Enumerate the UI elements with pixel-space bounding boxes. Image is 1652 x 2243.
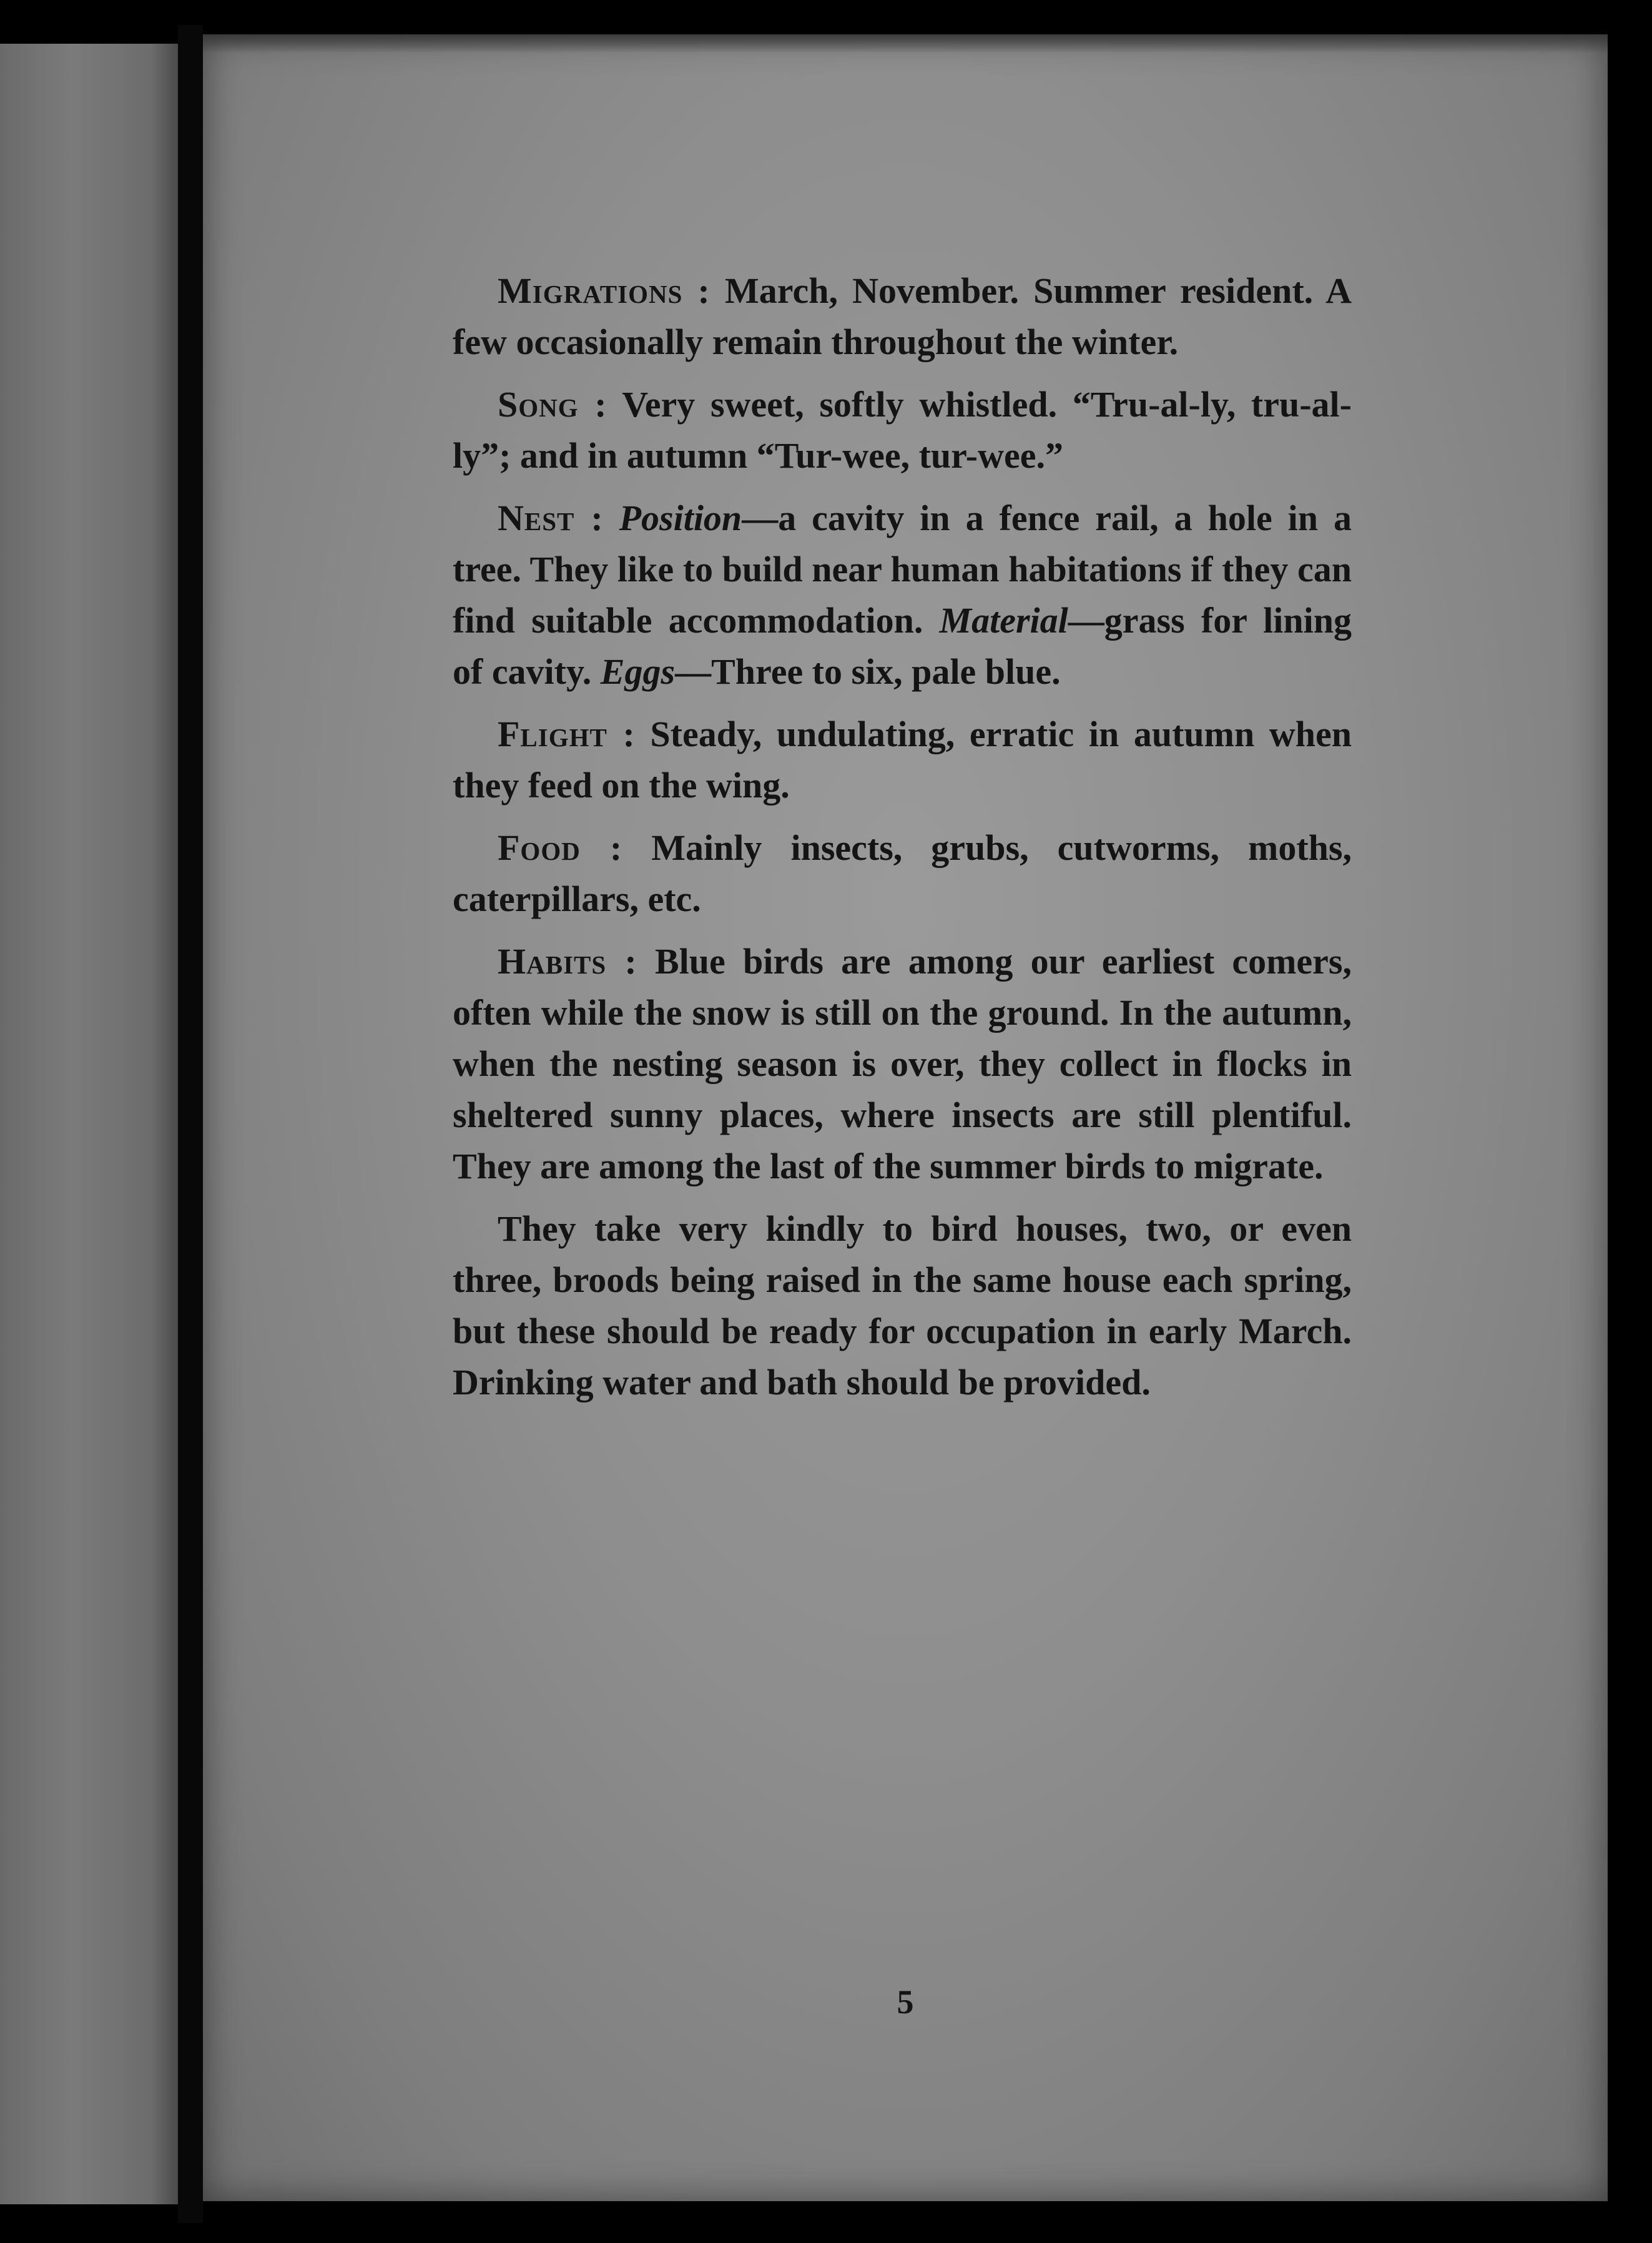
food-heading: Food : — [498, 827, 623, 868]
nest-material-text: —grass for lining of cavity. — [453, 600, 1352, 692]
page-number: 5 — [897, 1983, 914, 2021]
song-heading: Song : — [498, 384, 607, 425]
nest-material-label: Material — [939, 600, 1068, 641]
closing-paragraph — [453, 1203, 1352, 1408]
page-body — [453, 265, 1352, 1419]
habits-heading: Habits : — [498, 941, 637, 982]
flight-heading: Flight : — [498, 714, 636, 754]
nest-eggs-text: —Three to six, pale blue. — [675, 651, 1061, 692]
habits-paragraph — [453, 936, 1352, 1192]
page-shadow — [203, 34, 1608, 53]
flight-paragraph — [453, 709, 1352, 811]
food-text: Mainly insects, grubs, cutworms, moths, caterpillars, etc. — [453, 827, 1352, 919]
facing-page-edge — [0, 44, 178, 2204]
migrations-heading: Migrations : — [498, 270, 710, 311]
flight-text: Steady, undulating, erratic in autumn when they feed on the wing. — [453, 714, 1352, 806]
food-paragraph — [453, 822, 1352, 925]
habits-text: Blue birds are among our earliest comers, often while the snow is still on the ground. In the autumn, when the nesting season is over, they collect in flocks in sheltered sunny places, where insects are still plentiful. They are among the last of the summer birds to migrate. — [453, 941, 1352, 1186]
migrations-paragraph — [453, 265, 1352, 368]
migrations-text: March, November. Summer resident. A few occasionally remain throughout the winter. — [453, 270, 1352, 362]
nest-position-text: —a cavity in a fence rail, a hole in a tree. They like to build near human habitations if they can find suitable accommodation. — [453, 498, 1352, 641]
nest-eggs-label: Eggs — [600, 651, 676, 692]
book-page — [203, 34, 1608, 2201]
song-text: Very sweet, softly whistled. “Tru-al-ly, tru-al-ly”; and in autumn “Tur-wee, tur-wee.” — [453, 384, 1352, 476]
nest-paragraph — [453, 493, 1352, 698]
song-paragraph — [453, 379, 1352, 481]
nest-position-label: Position — [619, 498, 742, 538]
book-gutter — [178, 25, 203, 2223]
closing-text: They take very kindly to bird houses, two, or even three, broods being raised in the same house each spring, but these should be ready for occupation in early March. Drinking water and bath should be provided. — [453, 1208, 1352, 1402]
nest-heading: Nest : — [498, 498, 604, 538]
